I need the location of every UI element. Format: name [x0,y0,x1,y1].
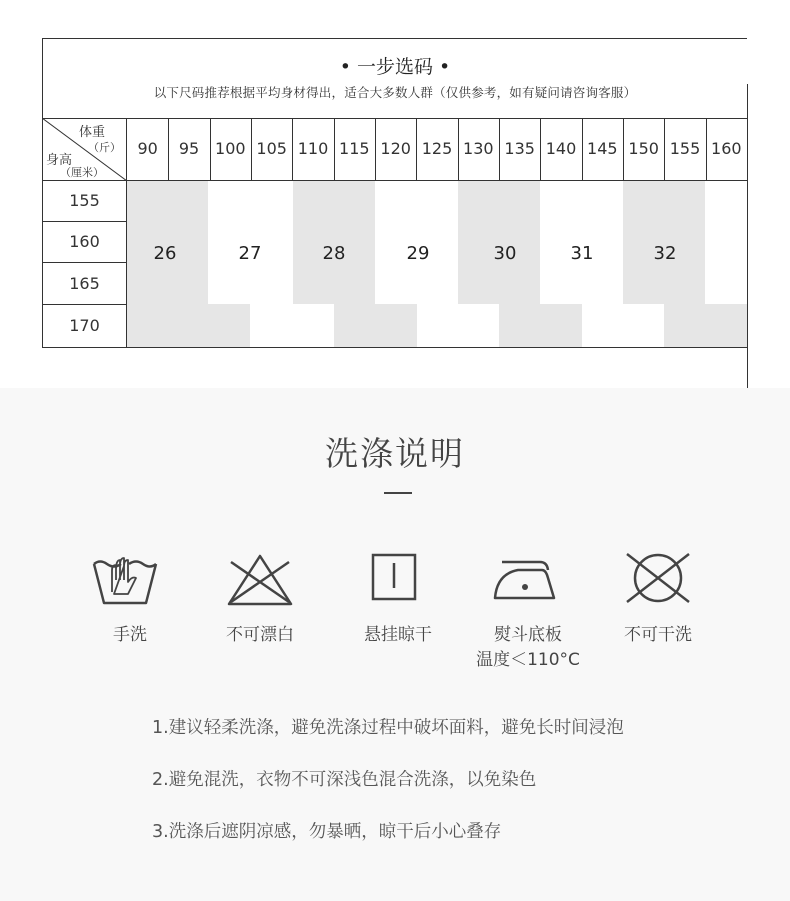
header-top-line [42,118,747,119]
wash-note-1: 1.建议轻柔洗涤，避免洗涤过程中破坏面料，避免长时间浸泡 [152,718,624,738]
weight-header-135: 135 [504,139,535,158]
no-dry-clean-label: 不可干洗 [624,625,692,645]
header-bottom-line [42,180,747,181]
weight-header-105: 105 [256,139,287,158]
height-label-160: 160 [69,232,100,251]
weight-header-115: 115 [339,139,370,158]
height-label-165: 165 [69,273,100,293]
weight-header-divider [706,118,707,180]
corner-height-unit: （厘米） [60,166,104,179]
weight-header-120: 120 [380,139,411,158]
hand-wash-label: 手洗 [113,625,147,645]
weight-header-divider [210,118,211,180]
size-block-row170-d [664,304,747,347]
size-chart-section [0,0,790,388]
weight-header-divider [623,118,624,180]
weight-header-145: 145 [587,139,618,158]
wash-note-3: 3.洗涤后遮阴凉感，勿暴晒，晾干后小心叠存 [152,822,502,842]
size-value-32: 32 [653,243,677,264]
weight-header-divider [375,118,376,180]
row-line-1 [42,221,127,222]
iron-label: 熨斗底板 [494,625,562,645]
weight-header-divider [168,118,169,180]
weight-header-155: 155 [669,139,701,158]
corner-weight-label: 体重 [79,125,106,140]
size-value-27: 27 [238,243,262,264]
no-bleach-label: 不可漂白 [226,625,294,645]
size-block-row170-b [334,304,417,347]
size-chart-subtitle: 以下尺码推荐根据平均身材得出，适合大多数人群（仅供参考，如有疑问请咨询客服） [153,85,637,100]
weight-header-140: 140 [545,139,577,158]
iron-temp-label: 温度＜110°C [476,650,580,670]
height-label-170: 170 [69,316,100,335]
weight-header-divider [251,118,252,180]
hand-wash-icon [90,548,160,608]
weight-header-150: 150 [628,139,659,158]
weight-header-160: 160 [711,139,742,158]
table-border-bottom [42,347,747,348]
no-bleach-icon [225,548,295,608]
washing-title: 洗涤说明 [325,434,465,473]
weight-header-divider [292,118,293,180]
weight-header-divider [416,118,417,180]
size-value-31: 31 [570,243,594,264]
size-value-30: 30 [493,243,517,264]
weight-header-divider [664,118,665,180]
corner-height-label: 身高 [46,153,73,168]
weight-header-100: 100 [215,139,246,158]
weight-header-95: 95 [178,139,200,158]
size-value-29: 29 [406,243,430,264]
washing-section [0,388,790,901]
size-value-28: 28 [322,243,346,264]
row-line-2 [42,262,127,263]
height-label-155: 155 [69,191,100,210]
weight-header-90: 90 [137,139,158,158]
weight-header-divider [334,118,335,180]
table-border-right [747,84,748,388]
weight-header-divider [582,118,583,180]
weight-header-divider [540,118,541,180]
corner-weight-unit: （斤） [88,141,121,154]
weight-header-divider [458,118,459,180]
iron-low-icon [492,548,562,608]
weight-header-125: 125 [421,139,453,158]
size-block-row170-c [499,304,582,347]
size-value-26: 26 [153,243,177,264]
size-chart-title: • 一步选码 • [339,56,451,78]
row-line-3 [42,304,127,305]
weight-header-130: 130 [463,139,494,158]
hang-dry-label: 悬挂晾干 [364,625,432,645]
title-divider [384,492,412,494]
table-border-top [42,38,747,39]
weight-header-divider [499,118,500,180]
size-block-row170-a [127,304,250,347]
hang-dry-icon [362,548,432,608]
weight-header-110: 110 [297,139,329,158]
no-dry-clean-icon [623,548,693,608]
wash-note-2: 2.避免混洗，衣物不可深浅色混合洗涤，以免染色 [152,770,537,790]
